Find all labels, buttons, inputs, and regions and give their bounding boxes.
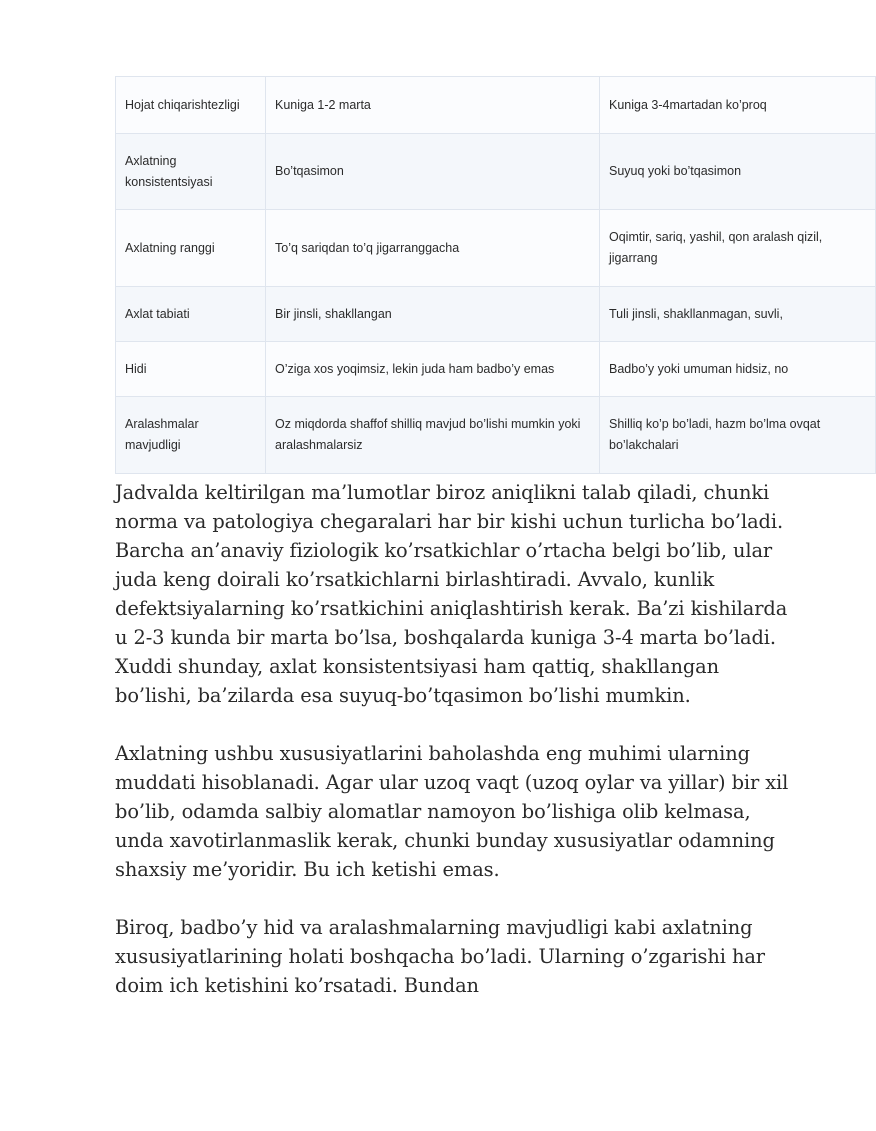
normal-value: Kuniga 1-2 marta — [266, 77, 600, 134]
paragraph: Biroq, badbo’y hid va aralashmalarning mavjudligi kabi axlatning xususiyatlarining holati boshqacha bo’ladi. Ularning o’zgarishi har doim ich ketishini ko’rsatadi. Bundan — [115, 916, 765, 997]
pathology-value: Oqimtir, sariq, yashil, qon aralash qizil, jigarrang — [600, 210, 876, 287]
normal-value: To’q sariqdan to’q jigarranggacha — [266, 210, 600, 287]
pathology-value: Badbo’y yoki umuman hidsiz, no — [600, 342, 876, 397]
article-body — [115, 478, 800, 1000]
row-label: Hojat chiqarishtezligi — [116, 77, 266, 134]
normal-value: Bo’tqasimon — [266, 134, 600, 210]
normal-value: O’ziga xos yoqimsiz, lekin juda ham badbo’y emas — [266, 342, 600, 397]
table-row — [116, 342, 876, 397]
pathology-value: Shilliq ko’p bo’ladi, hazm bo’lma ovqat bo’lakchalari — [600, 397, 876, 474]
row-label: Axlatning konsistentsiyasi — [116, 134, 266, 210]
normal-value: Bir jinsli, shakllangan — [266, 287, 600, 342]
row-label: Aralashmalar mavjudligi — [116, 397, 266, 474]
row-label: Hidi — [116, 342, 266, 397]
table-row — [116, 397, 876, 474]
paragraph: Axlatning ushbu xususiyatlarini baholashda eng muhimi ularning muddati hisoblanadi. Agar ular uzoq vaqt (uzoq oylar va yillar) bir xil bo’lib, odamda salbiy alomatlar namoyon bo’lishiga olib kelmasa, unda xavotirlanmaslik kerak, chunki bunday xususiyatlar odamning shaxsiy me’yoridir. Bu ich ketishi emas. — [115, 742, 789, 881]
normal-value: Oz miqdorda shaffof shilliq mavjud bo’lishi mumkin yoki aralashmalarsiz — [266, 397, 600, 474]
table-row — [116, 134, 876, 210]
table-row — [116, 77, 876, 134]
comparison-table-container — [115, 76, 823, 474]
pathology-value: Kuniga 3-4martadan ko’proq — [600, 77, 876, 134]
pathology-value: Suyuq yoki bo’tqasimon — [600, 134, 876, 210]
row-label: Axlatning ranggi — [116, 210, 266, 287]
row-label: Axlat tabiati — [116, 287, 266, 342]
stool-comparison-table — [115, 76, 876, 474]
paragraph: Jadvalda keltirilgan ma’lumotlar biroz aniqlikni talab qiladi, chunki norma va patologiya chegaralari har bir kishi uchun turlicha bo’ladi. Barcha an’anaviy fiziologik ko’rsatkichlar o’rtacha belgi bo’lib, ular juda keng doirali ko’rsatkichlarni birlashtiradi. Avvalo, kunlik defektsiyalarning ko’rsatkichini aniqlashtirish kerak. Ba’zi kishilarda u 2-3 kunda bir marta bo’lsa, boshqalarda kuniga 3-4 marta bo’ladi. Xuddi shunday, axlat konsistentsiyasi ham qattiq, shakllangan bo’lishi, ba’zilarda esa suyuq-bo’tqasimon bo’lishi mumkin. — [115, 481, 788, 707]
table-row — [116, 210, 876, 287]
pathology-value: Tuli jinsli, shakllanmagan, suvli, — [600, 287, 876, 342]
table-row — [116, 287, 876, 342]
